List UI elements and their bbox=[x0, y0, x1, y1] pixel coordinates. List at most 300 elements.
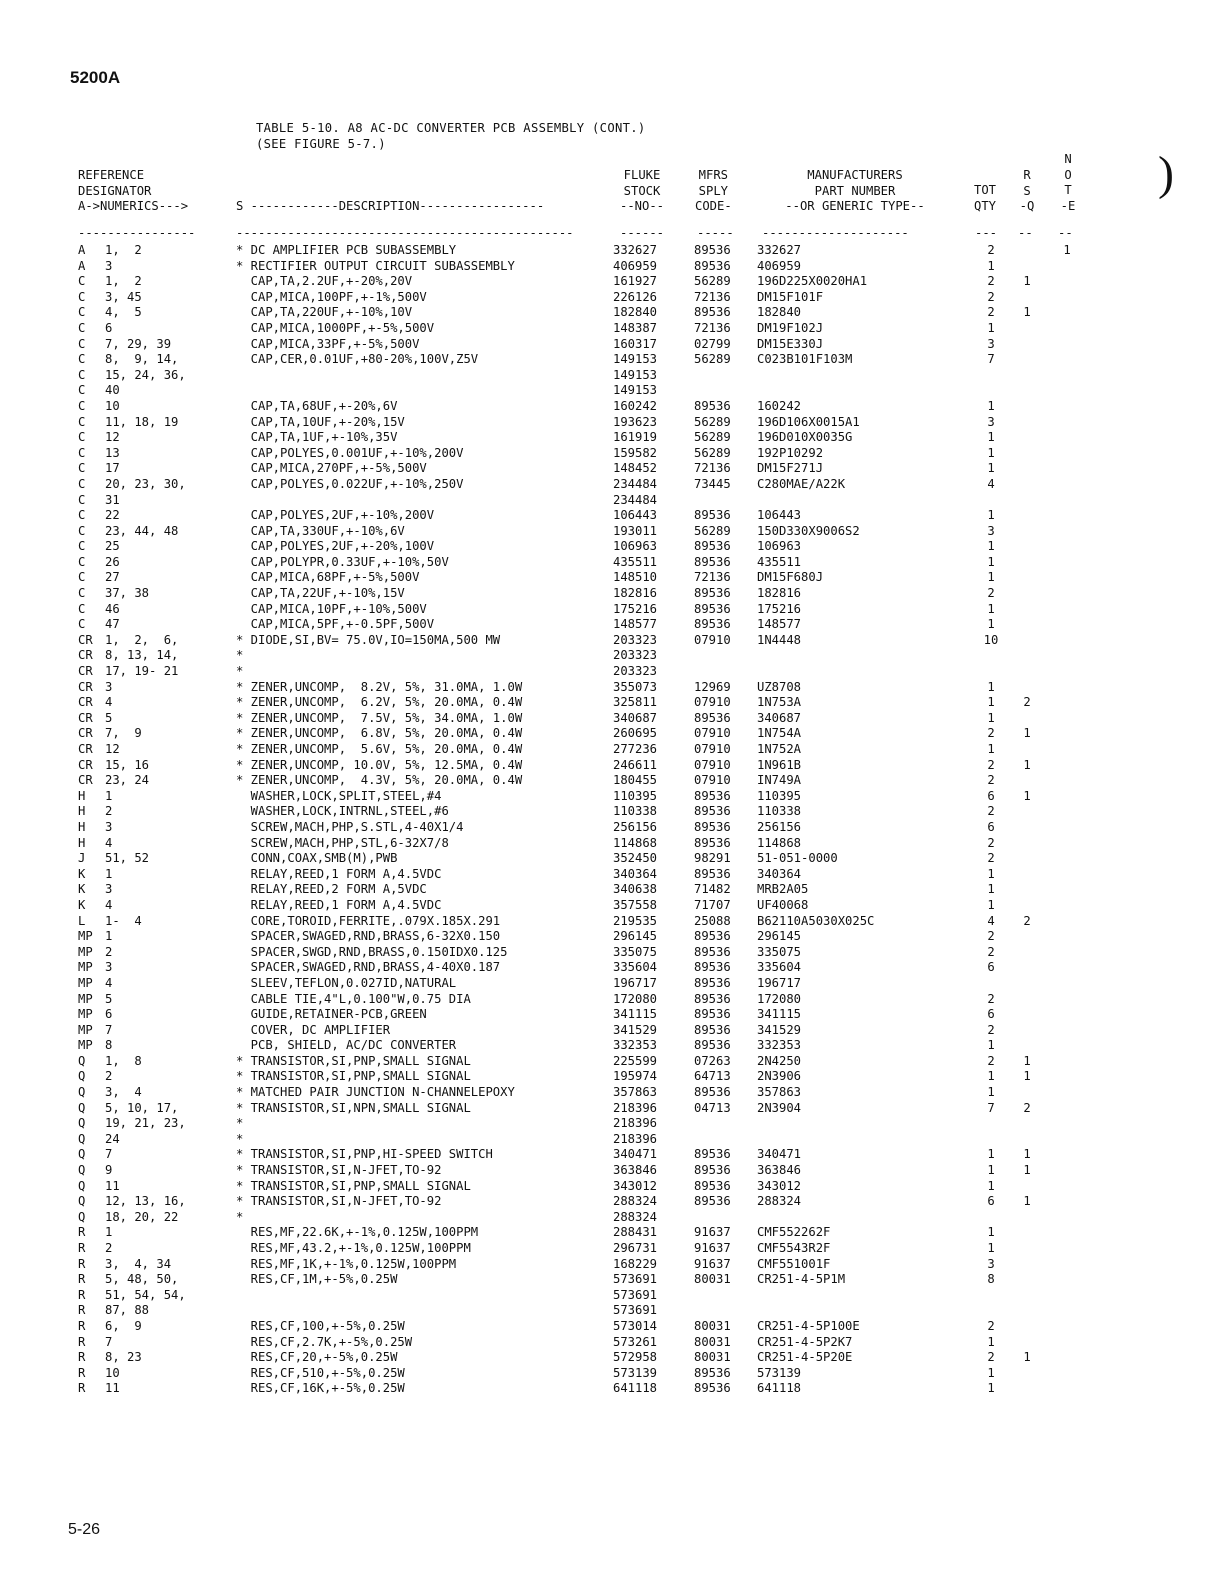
table-row bbox=[0, 1225, 1224, 1241]
cell-fluke-stock-no: 110395 bbox=[613, 788, 658, 803]
cell-total-qty: 7 bbox=[987, 1100, 995, 1115]
cell-ref-numerics: 5 bbox=[105, 710, 113, 725]
cell-fluke-stock-no: 573691 bbox=[613, 1272, 658, 1287]
cell-ref-prefix: R bbox=[78, 1256, 86, 1271]
cell-mfrs-code: 73445 bbox=[694, 476, 731, 491]
cell-ref-numerics: 51, 52 bbox=[105, 851, 150, 866]
cell-fluke-stock-no: 182816 bbox=[613, 586, 658, 601]
cell-fluke-stock-no: 277236 bbox=[613, 742, 658, 756]
cell-ref-prefix: C bbox=[78, 414, 86, 429]
cell-ref-prefix: CR bbox=[78, 773, 93, 788]
cell-description: CAP,POLYES,0.022UF,+-10%,250V bbox=[236, 476, 464, 491]
cell-ref-prefix: CR bbox=[78, 757, 93, 772]
cell-mfrs-code: 64713 bbox=[694, 1069, 731, 1084]
cell-recommended-spare: 1 bbox=[1023, 1053, 1031, 1068]
cell-fluke-stock-no: 340471 bbox=[613, 1147, 658, 1162]
cell-ref-numerics: 4 bbox=[105, 835, 113, 850]
underline-fluke: ------ bbox=[620, 226, 665, 240]
cell-description: * ZENER,UNCOMP, 8.2V, 5%, 31.0MA, 1.0W bbox=[236, 679, 523, 694]
cell-description: CAP,CER,0.01UF,+80-20%,100V,Z5V bbox=[236, 352, 479, 367]
table-row bbox=[0, 929, 1224, 945]
cell-recommended-spare: 2 bbox=[1023, 695, 1031, 710]
cell-mfrs-code: 89536 bbox=[694, 1365, 731, 1380]
cell-part-number: 182840 bbox=[757, 305, 802, 320]
cell-description: RELAY,REED,1 FORM A,4.5VDC bbox=[236, 897, 442, 912]
cell-ref-numerics: 1 bbox=[105, 866, 113, 881]
cell-fluke-stock-no: 193011 bbox=[613, 523, 658, 538]
cell-part-number: 172080 bbox=[757, 991, 802, 1006]
table-row bbox=[0, 976, 1224, 992]
table-row bbox=[0, 493, 1224, 509]
cell-ref-numerics: 17, 19- 21 bbox=[105, 664, 179, 679]
cell-mfrs-code: 89536 bbox=[694, 788, 731, 803]
table-row bbox=[0, 570, 1224, 586]
cell-ref-numerics: 1 bbox=[105, 1225, 113, 1240]
table-row bbox=[0, 274, 1224, 290]
cell-mfrs-code: 07910 bbox=[694, 695, 731, 710]
cell-fluke-stock-no: 340687 bbox=[613, 710, 658, 725]
cell-description: CAP,POLYES,2UF,+-20%,100V bbox=[236, 539, 435, 554]
cell-total-qty: 1 bbox=[987, 897, 995, 912]
table-row bbox=[0, 524, 1224, 540]
cell-total-qty: 3 bbox=[987, 1256, 995, 1271]
cell-description: SPACER,SWGD,RND,BRASS,0.150IDX0.125 bbox=[236, 944, 508, 959]
table-row bbox=[0, 1038, 1224, 1054]
cell-ref-numerics: 46 bbox=[105, 601, 120, 616]
table-row bbox=[0, 992, 1224, 1008]
cell-ref-prefix: H bbox=[78, 835, 86, 850]
cell-total-qty: 1 bbox=[987, 1241, 995, 1255]
cell-description: CORE,TOROID,FERRITE,.079X.185X.291 bbox=[236, 913, 501, 928]
cell-mfrs-code: 12969 bbox=[694, 679, 731, 694]
cell-mfrs-code: 56289 bbox=[694, 352, 731, 367]
cell-ref-numerics: 1- 4 bbox=[105, 913, 142, 928]
cell-part-number: 341115 bbox=[757, 1007, 802, 1022]
cell-total-qty: 1 bbox=[987, 1334, 995, 1349]
cell-part-number: 256156 bbox=[757, 819, 802, 834]
table-row bbox=[0, 1116, 1224, 1132]
cell-ref-prefix: C bbox=[78, 289, 86, 304]
cell-ref-prefix: R bbox=[78, 1225, 86, 1240]
table-row bbox=[0, 259, 1224, 275]
cell-ref-numerics: 6, 9 bbox=[105, 1318, 142, 1333]
cell-fluke-stock-no: 246611 bbox=[613, 757, 658, 772]
cell-fluke-stock-no: 572958 bbox=[613, 1350, 658, 1365]
cell-description: * ZENER,UNCOMP, 6.2V, 5%, 20.0MA, 0.4W bbox=[236, 695, 523, 710]
cell-mfrs-code: 98291 bbox=[694, 851, 731, 866]
cell-fluke-stock-no: 340638 bbox=[613, 882, 658, 897]
table-row bbox=[0, 415, 1224, 431]
table-row bbox=[0, 1350, 1224, 1366]
cell-ref-numerics: 1 bbox=[105, 929, 113, 944]
cell-part-number: DM15F680J bbox=[757, 570, 824, 585]
cell-part-number: CMF5543R2F bbox=[757, 1241, 831, 1255]
cell-ref-prefix: CR bbox=[78, 710, 93, 725]
cell-total-qty: 1 bbox=[987, 398, 995, 413]
cell-part-number: 357863 bbox=[757, 1085, 802, 1100]
cell-part-number: 106963 bbox=[757, 539, 802, 554]
cell-description: RES,MF,1K,+-1%,0.125W,100PPM bbox=[236, 1256, 457, 1271]
cell-fluke-stock-no: 573691 bbox=[613, 1287, 658, 1302]
cell-mfrs-code: 89536 bbox=[694, 1085, 731, 1100]
cell-ref-numerics: 3, 4, 34 bbox=[105, 1256, 172, 1271]
cell-part-number: 196D010X0035G bbox=[757, 430, 853, 445]
cell-mfrs-code: 89536 bbox=[694, 1147, 731, 1162]
cell-mfrs-code: 89536 bbox=[694, 1022, 731, 1037]
cell-ref-numerics: 18, 20, 22 bbox=[105, 1209, 179, 1224]
header-reference-designator: REFERENCE DESIGNATOR A->NUMERICS---> bbox=[78, 168, 189, 214]
cell-ref-prefix: Q bbox=[78, 1085, 86, 1100]
cell-mfrs-code: 89536 bbox=[694, 617, 731, 632]
table-title-line-1: TABLE 5-10. A8 AC-DC CONVERTER PCB ASSEMBLY (CONT.) bbox=[256, 121, 646, 135]
cell-mfrs-code: 89536 bbox=[694, 258, 731, 273]
table-row bbox=[0, 711, 1224, 727]
cell-description: CAP,MICA,270PF,+-5%,500V bbox=[236, 461, 427, 476]
cell-ref-numerics: 2 bbox=[105, 944, 113, 959]
table-row bbox=[0, 383, 1224, 399]
cell-ref-prefix: C bbox=[78, 476, 86, 491]
cell-description: * ZENER,UNCOMP, 7.5V, 5%, 34.0MA, 1.0W bbox=[236, 710, 523, 725]
cell-total-qty: 1 bbox=[987, 617, 995, 632]
cell-mfrs-code: 89536 bbox=[694, 804, 731, 819]
cell-ref-numerics: 3, 45 bbox=[105, 289, 142, 304]
cell-ref-prefix: K bbox=[78, 866, 86, 881]
cell-ref-prefix: Q bbox=[78, 1069, 86, 1084]
parts-list-table bbox=[0, 154, 1224, 1397]
cell-fluke-stock-no: 357863 bbox=[613, 1085, 658, 1100]
cell-ref-prefix: MP bbox=[78, 975, 93, 990]
cell-total-qty: 1 bbox=[987, 508, 995, 523]
cell-ref-numerics: 4 bbox=[105, 695, 113, 710]
cell-ref-prefix: MP bbox=[78, 1022, 93, 1037]
cell-fluke-stock-no: 159582 bbox=[613, 445, 658, 460]
cell-ref-prefix: L bbox=[78, 913, 86, 928]
cell-ref-prefix: Q bbox=[78, 1209, 86, 1224]
cell-fluke-stock-no: 148387 bbox=[613, 320, 658, 335]
cell-ref-prefix: R bbox=[78, 1365, 86, 1380]
cell-mfrs-code: 04713 bbox=[694, 1100, 731, 1115]
table-row bbox=[0, 352, 1224, 368]
cell-description: CABLE TIE,4"L,0.100"W,0.75 DIA bbox=[236, 991, 471, 1006]
cell-mfrs-code: 89536 bbox=[694, 1163, 731, 1178]
cell-total-qty: 2 bbox=[987, 1022, 995, 1037]
cell-mfrs-code: 56289 bbox=[694, 430, 731, 445]
table-row bbox=[0, 1147, 1224, 1163]
cell-total-qty: 1 bbox=[987, 1163, 995, 1178]
cell-recommended-spare: 1 bbox=[1023, 757, 1031, 772]
cell-description: PCB, SHIELD, AC/DC CONVERTER bbox=[236, 1038, 457, 1053]
cell-part-number: 1N752A bbox=[757, 742, 802, 756]
cell-ref-prefix: C bbox=[78, 523, 86, 538]
cell-fluke-stock-no: 573014 bbox=[613, 1318, 658, 1333]
cell-ref-prefix: A bbox=[78, 258, 86, 273]
cell-ref-prefix: CR bbox=[78, 648, 93, 663]
cell-fluke-stock-no: 234484 bbox=[613, 492, 658, 507]
cell-part-number: C280MAE/A22K bbox=[757, 476, 846, 491]
cell-ref-prefix: Q bbox=[78, 1100, 86, 1115]
cell-part-number: 332353 bbox=[757, 1038, 802, 1053]
cell-fluke-stock-no: 234484 bbox=[613, 476, 658, 491]
cell-fluke-stock-no: 148577 bbox=[613, 617, 658, 632]
table-row bbox=[0, 1054, 1224, 1070]
cell-recommended-spare: 1 bbox=[1023, 1147, 1031, 1162]
cell-ref-numerics: 15, 16 bbox=[105, 757, 150, 772]
cell-ref-prefix: Q bbox=[78, 1131, 86, 1146]
cell-ref-numerics: 47 bbox=[105, 617, 120, 632]
cell-total-qty: 6 bbox=[987, 788, 995, 803]
cell-ref-numerics: 8, 13, 14, bbox=[105, 648, 179, 663]
cell-ref-prefix: R bbox=[78, 1303, 86, 1318]
cell-mfrs-code: 89536 bbox=[694, 1178, 731, 1193]
cell-fluke-stock-no: 406959 bbox=[613, 258, 658, 273]
table-row bbox=[0, 851, 1224, 867]
cell-fluke-stock-no: 148452 bbox=[613, 461, 658, 476]
cell-total-qty: 2 bbox=[987, 274, 995, 289]
table-row bbox=[0, 1023, 1224, 1039]
cell-ref-prefix: K bbox=[78, 882, 86, 897]
cell-total-qty: 3 bbox=[987, 414, 995, 429]
cell-fluke-stock-no: 114868 bbox=[613, 835, 658, 850]
cell-mfrs-code: 71707 bbox=[694, 897, 731, 912]
table-row bbox=[0, 1101, 1224, 1117]
table-row bbox=[0, 1069, 1224, 1085]
cell-mfrs-code: 91637 bbox=[694, 1256, 731, 1271]
cell-part-number: 2N3906 bbox=[757, 1069, 802, 1084]
cell-ref-prefix: C bbox=[78, 320, 86, 335]
table-row bbox=[0, 1381, 1224, 1397]
cell-description: SPACER,SWAGED,RND,BRASS,4-40X0.187 bbox=[236, 960, 501, 975]
cell-fluke-stock-no: 196717 bbox=[613, 975, 658, 990]
cell-fluke-stock-no: 218396 bbox=[613, 1116, 658, 1131]
cell-ref-numerics: 25 bbox=[105, 539, 120, 554]
cell-ref-prefix: C bbox=[78, 352, 86, 367]
cell-total-qty: 7 bbox=[987, 352, 995, 367]
cell-fluke-stock-no: 106963 bbox=[613, 539, 658, 554]
cell-total-qty: 1 bbox=[987, 1147, 995, 1162]
cell-description: RELAY,REED,2 FORM A,5VDC bbox=[236, 882, 427, 897]
cell-description: RES,CF,20,+-5%,0.25W bbox=[236, 1350, 398, 1365]
cell-mfrs-code: 02799 bbox=[694, 336, 731, 351]
cell-ref-numerics: 15, 24, 36, bbox=[105, 367, 186, 382]
table-row bbox=[0, 1179, 1224, 1195]
cell-mfrs-code: 07910 bbox=[694, 726, 731, 741]
cell-description: * TRANSISTOR,SI,N-JFET,TO-92 bbox=[236, 1194, 442, 1209]
cell-ref-prefix: MP bbox=[78, 1007, 93, 1022]
header-mfrs-sply-code: MFRS SPLY CODE- bbox=[695, 168, 732, 214]
table-title bbox=[256, 120, 646, 152]
cell-fluke-stock-no: 332627 bbox=[613, 243, 658, 257]
cell-description: CAP,POLYES,2UF,+-10%,200V bbox=[236, 508, 435, 523]
table-row bbox=[0, 1241, 1224, 1257]
cell-description: CAP,TA,1UF,+-10%,35V bbox=[236, 430, 398, 445]
table-row bbox=[0, 461, 1224, 477]
cell-part-number: CR251-4-5P1M bbox=[757, 1272, 846, 1287]
cell-part-number: 110338 bbox=[757, 804, 802, 819]
cell-ref-prefix: CR bbox=[78, 664, 93, 679]
cell-part-number: 343012 bbox=[757, 1178, 802, 1193]
cell-description: CAP,TA,10UF,+-20%,15V bbox=[236, 414, 405, 429]
cell-ref-prefix: R bbox=[78, 1350, 86, 1365]
cell-fluke-stock-no: 435511 bbox=[613, 554, 658, 569]
cell-mfrs-code: 89536 bbox=[694, 835, 731, 850]
cell-ref-numerics: 17 bbox=[105, 461, 120, 476]
cell-ref-prefix: K bbox=[78, 897, 86, 912]
cell-ref-numerics: 3 bbox=[105, 882, 113, 897]
cell-ref-prefix: C bbox=[78, 570, 86, 585]
cell-part-number: UZ8708 bbox=[757, 679, 802, 694]
cell-total-qty: 1 bbox=[987, 742, 995, 756]
cell-description: * bbox=[236, 648, 244, 663]
cell-total-qty: 1 bbox=[987, 601, 995, 616]
underline-part-number: -------------------- bbox=[762, 226, 909, 240]
cell-fluke-stock-no: 363846 bbox=[613, 1163, 658, 1178]
cell-mfrs-code: 89536 bbox=[694, 866, 731, 881]
cell-fluke-stock-no: 335604 bbox=[613, 960, 658, 975]
cell-fluke-stock-no: 357558 bbox=[613, 897, 658, 912]
table-row bbox=[0, 773, 1224, 789]
cell-total-qty: 6 bbox=[987, 1194, 995, 1209]
cell-description: SCREW,MACH,PHP,S.STL,4-40X1/4 bbox=[236, 819, 464, 834]
cell-total-qty: 2 bbox=[987, 804, 995, 819]
cell-total-qty: 1 bbox=[987, 1365, 995, 1380]
cell-total-qty: 6 bbox=[987, 1007, 995, 1022]
cell-note: 1 bbox=[1063, 243, 1071, 257]
cell-part-number: 332627 bbox=[757, 243, 802, 257]
table-row bbox=[0, 1319, 1224, 1335]
table-row bbox=[0, 836, 1224, 852]
cell-ref-prefix: CR bbox=[78, 695, 93, 710]
cell-ref-numerics: 23, 44, 48 bbox=[105, 523, 179, 538]
cell-total-qty: 1 bbox=[987, 554, 995, 569]
cell-fluke-stock-no: 288324 bbox=[613, 1209, 658, 1224]
cell-ref-numerics: 1, 2 bbox=[105, 243, 142, 257]
cell-total-qty: 4 bbox=[987, 476, 995, 491]
cell-ref-prefix: C bbox=[78, 554, 86, 569]
cell-mfrs-code: 56289 bbox=[694, 414, 731, 429]
cell-fluke-stock-no: 260695 bbox=[613, 726, 658, 741]
cell-fluke-stock-no: 641118 bbox=[613, 1381, 658, 1396]
cell-ref-prefix: C bbox=[78, 601, 86, 616]
table-row bbox=[0, 882, 1224, 898]
cell-ref-prefix: CR bbox=[78, 679, 93, 694]
cell-ref-numerics: 27 bbox=[105, 570, 120, 585]
cell-ref-numerics: 23, 24 bbox=[105, 773, 150, 788]
cell-part-number: 340364 bbox=[757, 866, 802, 881]
cell-part-number: 573139 bbox=[757, 1365, 802, 1380]
underline-reference: ---------------- bbox=[78, 226, 196, 240]
cell-total-qty: 2 bbox=[987, 851, 995, 866]
cell-ref-numerics: 7 bbox=[105, 1334, 113, 1349]
table-row bbox=[0, 1366, 1224, 1382]
header-manufacturers-part-number: MANUFACTURERS PART NUMBER --OR GENERIC TYPE-- bbox=[785, 168, 925, 214]
cell-fluke-stock-no: 573261 bbox=[613, 1334, 658, 1349]
underline-description: ---------------------------------------------- bbox=[236, 226, 574, 240]
cell-description: * DC AMPLIFIER PCB SUBASSEMBLY bbox=[236, 243, 457, 257]
cell-mfrs-code: 80031 bbox=[694, 1350, 731, 1365]
cell-fluke-stock-no: 355073 bbox=[613, 679, 658, 694]
cell-ref-numerics: 6 bbox=[105, 320, 113, 335]
cell-fluke-stock-no: 332353 bbox=[613, 1038, 658, 1053]
cell-fluke-stock-no: 219535 bbox=[613, 913, 658, 928]
cell-recommended-spare: 2 bbox=[1023, 1100, 1031, 1115]
cell-ref-numerics: 26 bbox=[105, 554, 120, 569]
cell-description: * bbox=[236, 1209, 244, 1224]
cell-total-qty: 1 bbox=[987, 695, 995, 710]
cell-total-qty: 2 bbox=[987, 1350, 995, 1365]
cell-mfrs-code: 89536 bbox=[694, 929, 731, 944]
cell-fluke-stock-no: 288431 bbox=[613, 1225, 658, 1240]
cell-mfrs-code: 89536 bbox=[694, 554, 731, 569]
cell-total-qty: 1 bbox=[987, 1038, 995, 1053]
cell-part-number: 340471 bbox=[757, 1147, 802, 1162]
cell-ref-numerics: 10 bbox=[105, 398, 120, 413]
cell-ref-prefix: H bbox=[78, 804, 86, 819]
cell-mfrs-code: 56289 bbox=[694, 523, 731, 538]
cell-total-qty: 1 bbox=[987, 679, 995, 694]
cell-fluke-stock-no: 149153 bbox=[613, 367, 658, 382]
cell-ref-prefix: R bbox=[78, 1318, 86, 1333]
table-row bbox=[0, 664, 1224, 680]
cell-ref-prefix: MP bbox=[78, 960, 93, 975]
cell-ref-numerics: 3 bbox=[105, 258, 113, 273]
cell-fluke-stock-no: 168229 bbox=[613, 1256, 658, 1271]
cell-fluke-stock-no: 149153 bbox=[613, 352, 658, 367]
table-row bbox=[0, 602, 1224, 618]
header-underline-row bbox=[0, 226, 1224, 239]
table-row bbox=[0, 399, 1224, 415]
cell-fluke-stock-no: 161927 bbox=[613, 274, 658, 289]
table-row bbox=[0, 290, 1224, 306]
cell-mfrs-code: 56289 bbox=[694, 445, 731, 460]
table-row bbox=[0, 1007, 1224, 1023]
cell-mfrs-code: 89536 bbox=[694, 960, 731, 975]
cell-ref-prefix: C bbox=[78, 336, 86, 351]
cell-fluke-stock-no: 161919 bbox=[613, 430, 658, 445]
cell-total-qty: 1 bbox=[987, 539, 995, 554]
cell-total-qty: 1 bbox=[987, 430, 995, 445]
cell-mfrs-code: 89536 bbox=[694, 1007, 731, 1022]
cell-description: WASHER,LOCK,SPLIT,STEEL,#4 bbox=[236, 788, 442, 803]
table-row bbox=[0, 742, 1224, 758]
table-row bbox=[0, 508, 1224, 524]
underline-mfrs: ----- bbox=[697, 226, 734, 240]
table-row bbox=[0, 243, 1224, 259]
cell-total-qty: 1 bbox=[987, 1069, 995, 1084]
cell-total-qty: 2 bbox=[987, 1318, 995, 1333]
cell-ref-prefix: Q bbox=[78, 1194, 86, 1209]
cell-fluke-stock-no: 175216 bbox=[613, 601, 658, 616]
cell-description: WASHER,LOCK,INTRNL,STEEL,#6 bbox=[236, 804, 449, 819]
cell-part-number: 192P10292 bbox=[757, 445, 824, 460]
cell-mfrs-code: 72136 bbox=[694, 289, 731, 304]
cell-total-qty: 2 bbox=[987, 586, 995, 601]
page-number: 5-26 bbox=[68, 1521, 101, 1538]
cell-ref-prefix: Q bbox=[78, 1116, 86, 1131]
cell-fluke-stock-no: 203323 bbox=[613, 648, 658, 663]
cell-description: CAP,MICA,5PF,+-0.5PF,500V bbox=[236, 617, 435, 632]
cell-total-qty: 2 bbox=[987, 757, 995, 772]
cell-ref-prefix: CR bbox=[78, 726, 93, 741]
cell-ref-numerics: 4 bbox=[105, 897, 113, 912]
cell-ref-numerics: 2 bbox=[105, 804, 113, 819]
cell-part-number: 1N4448 bbox=[757, 632, 802, 647]
cell-description: * RECTIFIER OUTPUT CIRCUIT SUBASSEMBLY bbox=[236, 258, 515, 273]
cell-ref-numerics: 6 bbox=[105, 1007, 113, 1022]
table-row bbox=[0, 680, 1224, 696]
cell-ref-prefix: H bbox=[78, 819, 86, 834]
cell-ref-numerics: 1, 2 bbox=[105, 274, 142, 289]
cell-ref-prefix: R bbox=[78, 1334, 86, 1349]
